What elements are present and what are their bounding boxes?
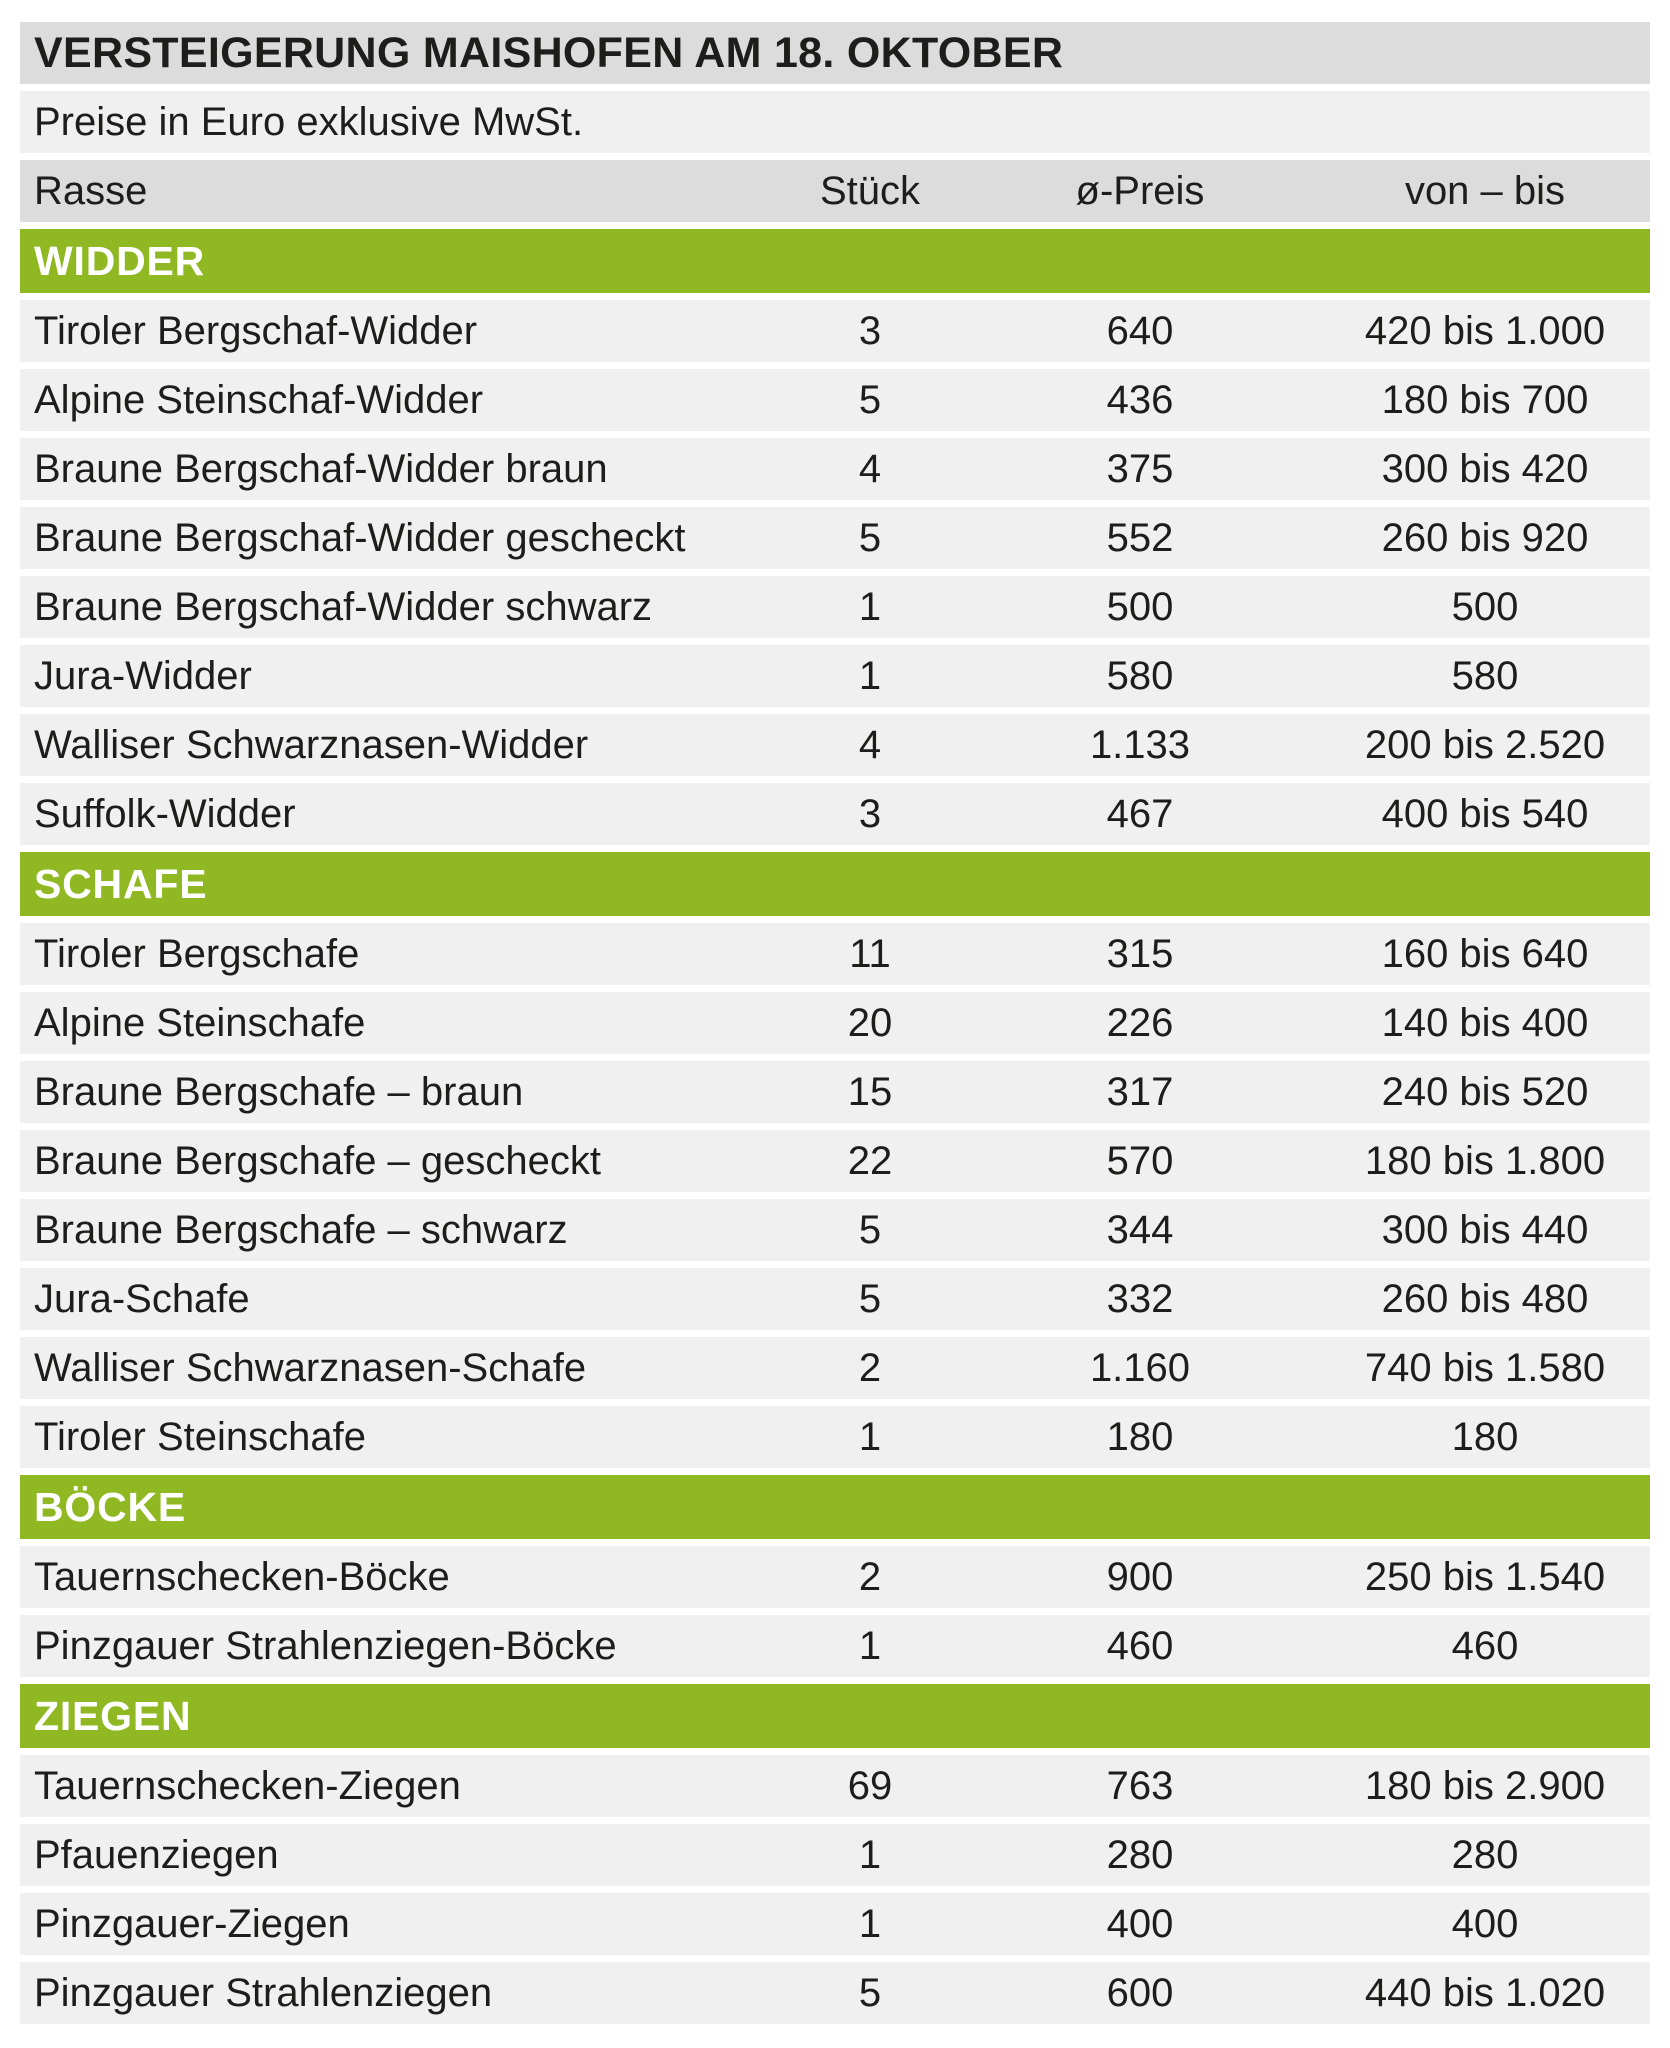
table-row	[20, 438, 1650, 500]
preis-cell: 375	[1106, 447, 1174, 491]
preis-cell: 1.160	[1089, 1346, 1191, 1390]
von-bis-cell: 440 bis 1.020	[1364, 1971, 1606, 2015]
stueck-cell: 5	[858, 1208, 882, 1252]
von-bis-cell: 200 bis 2.520	[1364, 723, 1606, 767]
von-bis-cell: 740 bis 1.580	[1364, 1346, 1606, 1390]
rasse-cell: Pfauenziegen	[34, 1833, 279, 1877]
rasse-cell: Pinzgauer Strahlenziegen-Böcke	[34, 1624, 617, 1668]
rasse-cell: Braune Bergschaf-Widder gescheckt	[34, 516, 686, 560]
rasse-cell: Jura-Schafe	[34, 1277, 250, 1321]
stueck-cell: 2	[858, 1555, 882, 1599]
von-bis-cell: 260 bis 480	[1381, 1277, 1589, 1321]
preis-cell: 467	[1106, 792, 1174, 836]
stueck-cell: 1	[858, 654, 882, 698]
section-header-boecke: BÖCKE	[20, 1475, 1650, 1539]
rasse-cell: Braune Bergschaf-Widder braun	[34, 447, 608, 491]
rasse-cell: Braune Bergschafe – schwarz	[34, 1208, 568, 1252]
preis-cell: 580	[1106, 654, 1174, 698]
column-header-preis: ø-Preis	[1075, 169, 1205, 213]
stueck-cell: 15	[847, 1070, 893, 1114]
von-bis-cell: 250 bis 1.540	[1364, 1555, 1606, 1599]
stueck-cell: 1	[858, 1902, 882, 1946]
preis-cell: 400	[1106, 1902, 1174, 1946]
rasse-cell: Tiroler Steinschafe	[34, 1415, 366, 1459]
table-row	[20, 1755, 1650, 1817]
rasse-cell: Suffolk-Widder	[34, 792, 296, 836]
rasse-cell: Braune Bergschafe – gescheckt	[34, 1139, 602, 1183]
stueck-cell: 5	[858, 1277, 882, 1321]
table-row	[20, 714, 1650, 776]
preis-cell: 280	[1106, 1833, 1174, 1877]
rasse-cell: Tiroler Bergschafe	[34, 932, 360, 976]
rasse-cell: Pinzgauer Strahlenziegen	[34, 1971, 493, 2015]
stueck-cell: 69	[847, 1764, 893, 1808]
section-header-widder: WIDDER	[20, 229, 1650, 293]
preis-cell: 763	[1106, 1764, 1174, 1808]
rasse-cell: Alpine Steinschaf-Widder	[34, 378, 484, 422]
stueck-cell: 1	[858, 1415, 882, 1459]
page-title: VERSTEIGERUNG MAISHOFEN AM 18. OKTOBER	[20, 22, 1650, 84]
column-header-row	[20, 160, 1650, 222]
preis-cell: 436	[1106, 378, 1174, 422]
table-row	[20, 507, 1650, 569]
rasse-cell: Tiroler Bergschaf-Widder	[34, 309, 478, 353]
stueck-cell: 22	[847, 1139, 893, 1183]
von-bis-cell: 180 bis 700	[1381, 378, 1589, 422]
rasse-cell: Tauernschecken-Böcke	[34, 1555, 450, 1599]
preis-cell: 460	[1106, 1624, 1174, 1668]
rasse-cell: Walliser Schwarznasen-Schafe	[34, 1346, 587, 1390]
von-bis-cell: 280	[1451, 1833, 1519, 1877]
von-bis-cell: 400 bis 540	[1381, 792, 1589, 836]
stueck-cell: 1	[858, 1833, 882, 1877]
table-row	[20, 300, 1650, 362]
preis-cell: 180	[1106, 1415, 1174, 1459]
von-bis-cell: 300 bis 440	[1381, 1208, 1589, 1252]
stueck-cell: 4	[858, 723, 882, 767]
preis-cell: 600	[1106, 1971, 1174, 2015]
stueck-cell: 5	[858, 1971, 882, 2015]
table-row	[20, 1893, 1650, 1955]
preis-cell: 344	[1106, 1208, 1174, 1252]
table-row	[20, 1615, 1650, 1677]
stueck-cell: 20	[847, 1001, 893, 1045]
von-bis-cell: 500	[1451, 585, 1519, 629]
preis-cell: 315	[1106, 932, 1174, 976]
von-bis-cell: 420 bis 1.000	[1364, 309, 1606, 353]
column-header-rasse: Rasse	[34, 169, 148, 213]
von-bis-cell: 460	[1451, 1624, 1519, 1668]
section-header-schafe: SCHAFE	[20, 852, 1650, 916]
stueck-cell: 5	[858, 516, 882, 560]
preis-cell: 552	[1106, 516, 1174, 560]
stueck-cell: 5	[858, 378, 882, 422]
stueck-cell: 3	[858, 792, 882, 836]
table-row	[20, 1337, 1650, 1399]
table-subtitle: Preise in Euro exklusive MwSt.	[20, 91, 1650, 153]
table-row	[20, 645, 1650, 707]
von-bis-cell: 180 bis 2.900	[1364, 1764, 1606, 1808]
rasse-cell: Braune Bergschaf-Widder schwarz	[34, 585, 653, 629]
column-header-von-bis: von – bis	[1404, 169, 1566, 213]
stueck-cell: 2	[858, 1346, 882, 1390]
table-row	[20, 1130, 1650, 1192]
preis-cell: 570	[1106, 1139, 1174, 1183]
table-row	[20, 1824, 1650, 1886]
preis-cell: 500	[1106, 585, 1174, 629]
von-bis-cell: 180 bis 1.800	[1364, 1139, 1606, 1183]
von-bis-cell: 180	[1451, 1415, 1519, 1459]
preis-cell: 226	[1106, 1001, 1174, 1045]
table-row	[20, 1406, 1650, 1468]
table-row	[20, 369, 1650, 431]
rasse-cell: Jura-Widder	[34, 654, 252, 698]
table-row	[20, 576, 1650, 638]
von-bis-cell: 240 bis 520	[1381, 1070, 1589, 1114]
table-row	[20, 783, 1650, 845]
stueck-cell: 3	[858, 309, 882, 353]
von-bis-cell: 260 bis 920	[1381, 516, 1589, 560]
table-row	[20, 992, 1650, 1054]
table-row	[20, 1268, 1650, 1330]
table-row	[20, 1546, 1650, 1608]
preis-cell: 317	[1106, 1070, 1174, 1114]
von-bis-cell: 160 bis 640	[1381, 932, 1589, 976]
rasse-cell: Tauernschecken-Ziegen	[34, 1764, 461, 1808]
preis-cell: 332	[1106, 1277, 1174, 1321]
rasse-cell: Walliser Schwarznasen-Widder	[34, 723, 589, 767]
column-header-stueck: Stück	[819, 169, 921, 213]
preis-cell: 1.133	[1089, 723, 1191, 767]
stueck-cell: 4	[858, 447, 882, 491]
rasse-cell: Braune Bergschafe – braun	[34, 1070, 524, 1114]
stueck-cell: 1	[858, 1624, 882, 1668]
table-row	[20, 1962, 1650, 2024]
section-header-ziegen: ZIEGEN	[20, 1684, 1650, 1748]
preis-cell: 900	[1106, 1555, 1174, 1599]
table-row	[20, 923, 1650, 985]
rasse-cell: Alpine Steinschafe	[34, 1001, 366, 1045]
von-bis-cell: 400	[1451, 1902, 1519, 1946]
von-bis-cell: 300 bis 420	[1381, 447, 1589, 491]
von-bis-cell: 580	[1451, 654, 1519, 698]
stueck-cell: 11	[849, 932, 891, 976]
von-bis-cell: 140 bis 400	[1381, 1001, 1589, 1045]
rasse-cell: Pinzgauer-Ziegen	[34, 1902, 350, 1946]
table-row	[20, 1199, 1650, 1261]
table-row	[20, 1061, 1650, 1123]
stueck-cell: 1	[858, 585, 882, 629]
preis-cell: 640	[1106, 309, 1174, 353]
